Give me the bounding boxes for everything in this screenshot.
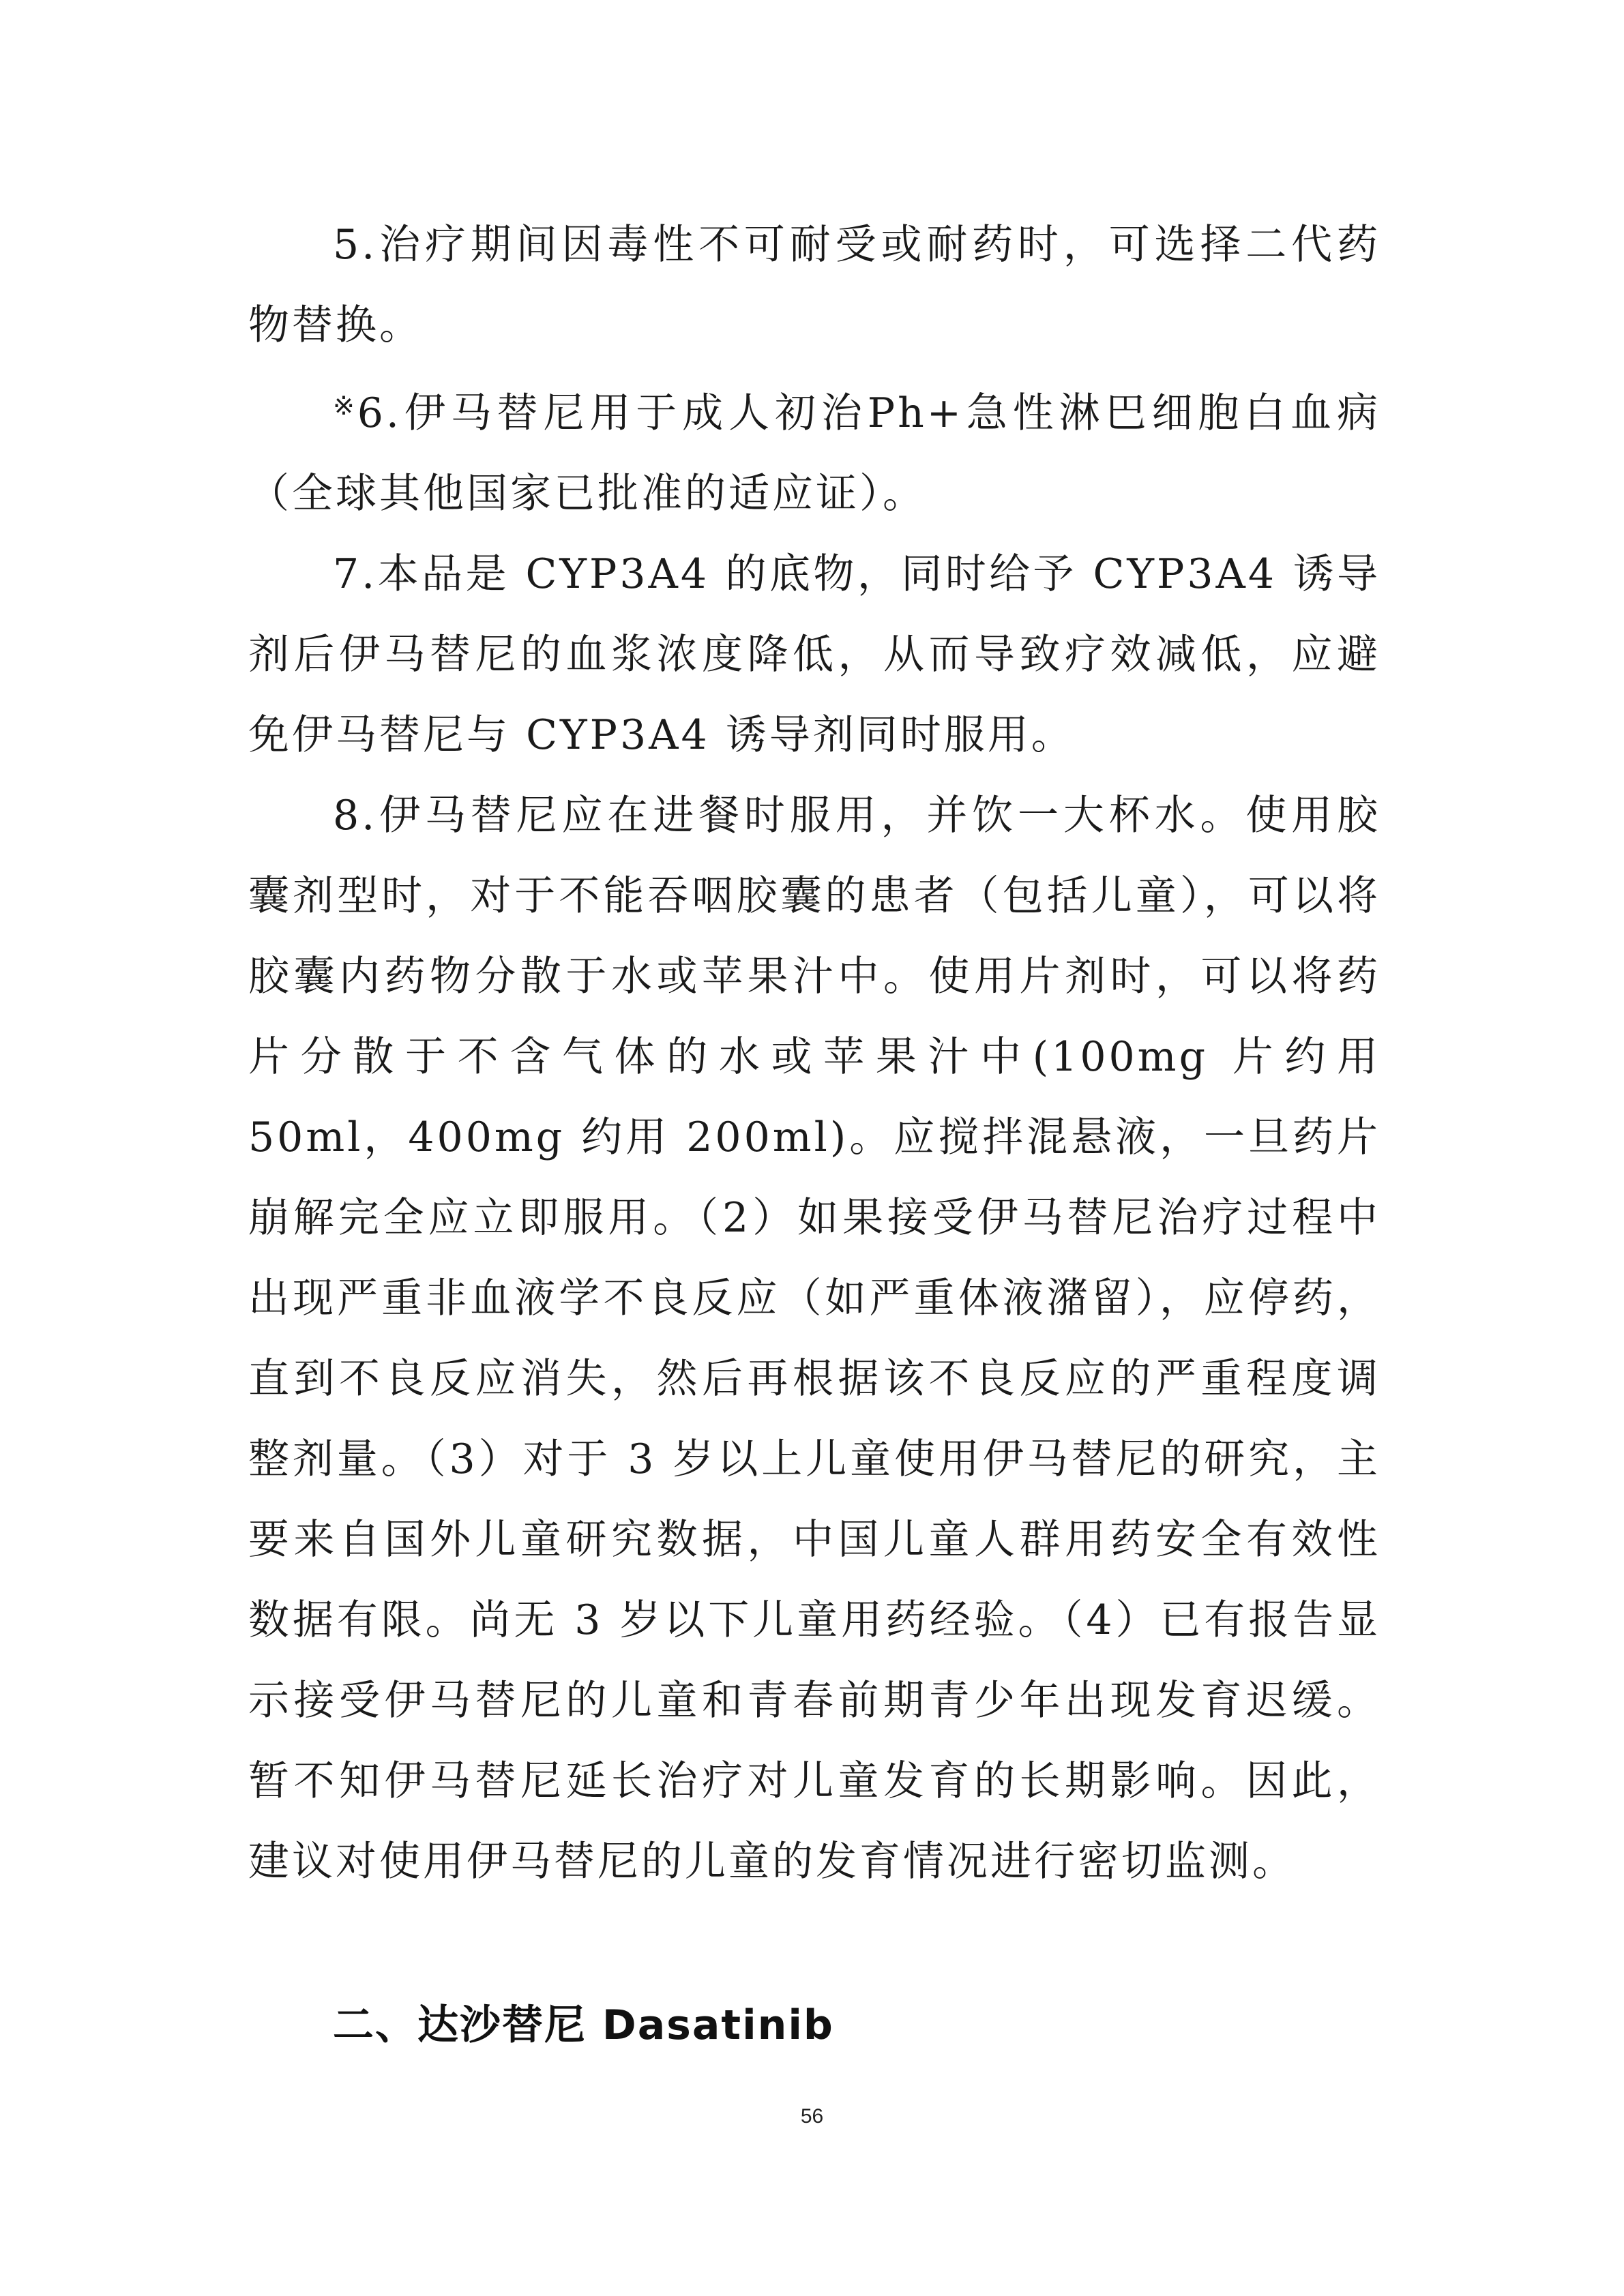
paragraph-text: 6.伊马替尼用于成人初治Ph+急性淋巴细胞白血病（全球其他国家已批准的适应证）。	[248, 389, 1381, 518]
paragraph-text: 7.本品是 CYP3A4 的底物，同时给予 CYP3A4 诱导剂后伊马替尼的血浆浓度降低，从而导致疗效减低，应避免伊马替尼与 CYP3A4 诱导剂同时服用。	[248, 550, 1381, 759]
paragraph-item-7	[248, 534, 1381, 775]
paragraph-text: 8.伊马替尼应在进餐时服用，并饮一大杯水。使用胶囊剂型时，对于不能吞咽胶囊的患者（包括儿童），可以将胶囊内药物分散于水或苹果汁中。使用片剂时，可以将药片分散于不含气体的水或苹果汁中(100mg 片约用 50ml，400mg 约用 200ml)。应搅拌混悬液，一旦药片崩解完全应立即服用。（2）如果接受伊马替尼治疗过程中出现严重非血液学不良反应（如严重体液潴留），应停药，直到不良反应消失，然后再根据该不良反应的严重程度调整剂量。（3）对于 3 岁以上儿童使用伊马替尼的研究，主要来自国外儿童研究数据，中国儿童人群用药安全有效性数据有限。尚无 3 岁以下儿童用药经验。（4）已有报告显示接受伊马替尼的儿童和青春前期青少年出现发育迟缓。暂不知伊马替尼延长治疗对儿童发育的长期影响。因此，建议对使用伊马替尼的儿童的发育情况进行密切监测。	[248, 792, 1381, 1885]
paragraph-item-8	[248, 775, 1381, 1902]
body-text	[248, 205, 1381, 1902]
section-heading: 二、达沙替尼 Dasatinib	[333, 2001, 834, 2049]
paragraph-item-5	[248, 205, 1381, 366]
paragraph-item-6	[248, 366, 1381, 534]
page-number: 56	[800, 2105, 824, 2128]
reference-mark: ※	[333, 391, 357, 421]
paragraph-text: 5.治疗期间因毒性不可耐受或耐药时，可选择二代药物替换。	[248, 221, 1381, 349]
